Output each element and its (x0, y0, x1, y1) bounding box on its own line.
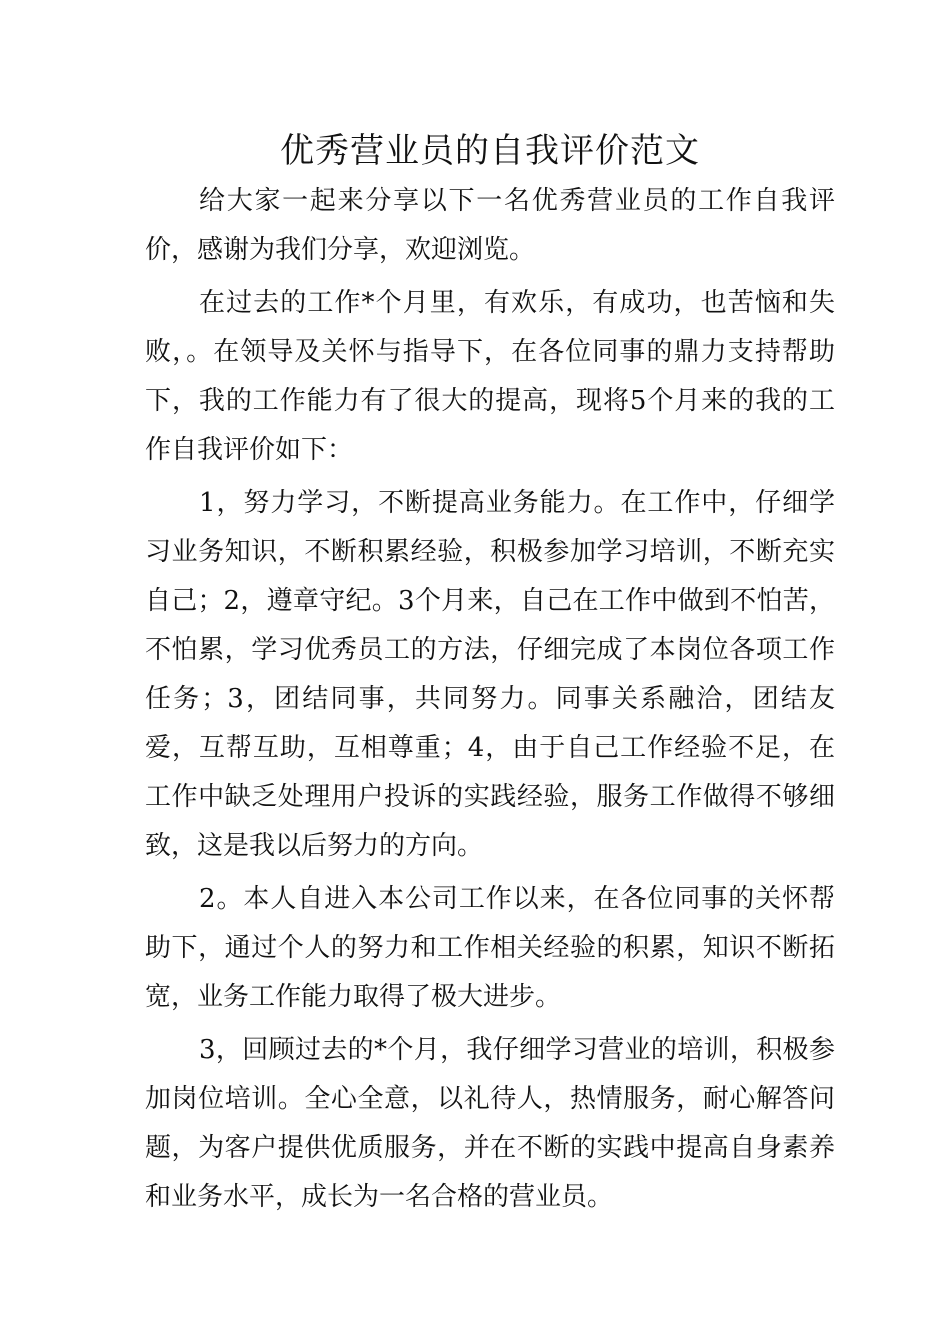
paragraph-point-2: 2。本人自进入本公司工作以来，在各位同事的关怀帮助下，通过个人的努力和工作相关经验的积累，知识不断拓宽，业务工作能力取得了极大进步。 (145, 884, 835, 1012)
paragraph-overview: 在过去的工作*个月里，有欢乐，有成功，也苦恼和失败，。在领导及关怀与指导下，在各位同事的鼎力支持帮助下，我的工作能力有了很大的提高，现将5个月来的我的工作自我评价如下： (145, 288, 835, 465)
document-title: 优秀营业员的自我评价范文 (280, 131, 700, 171)
paragraph-point-1: 1，努力学习，不断提高业务能力。在工作中，仔细学习业务知识，不断积累经验，积极参加学习培训，不断充实自己；2，遵章守纪。3个月来，自己在工作中做到不怕苦，不怕累，学习优秀员工的方法，仔细完成了本岗位各项工作任务；3，团结同事，共同努力。同事关系融洽，团结友爱，互帮互助，互相尊重；4，由于自己工作经验不足，在工作中缺乏处理用户投诉的实践经验，服务工作做得不够细致，这是我以后努力的方向。 (145, 488, 835, 861)
paragraph-intro: 给大家一起来分享以下一名优秀营业员的工作自我评价，感谢为我们分享，欢迎浏览。 (145, 186, 835, 265)
document-page (145, 120, 835, 1222)
paragraph-point-3: 3，回顾过去的*个月，我仔细学习营业的培训，积极参加岗位培训。全心全意，以礼待人，热情服务，耐心解答问题，为客户提供优质服务，并在不断的实践中提高自身素养和业务水平，成长为一名合格的营业员。 (145, 1035, 835, 1212)
